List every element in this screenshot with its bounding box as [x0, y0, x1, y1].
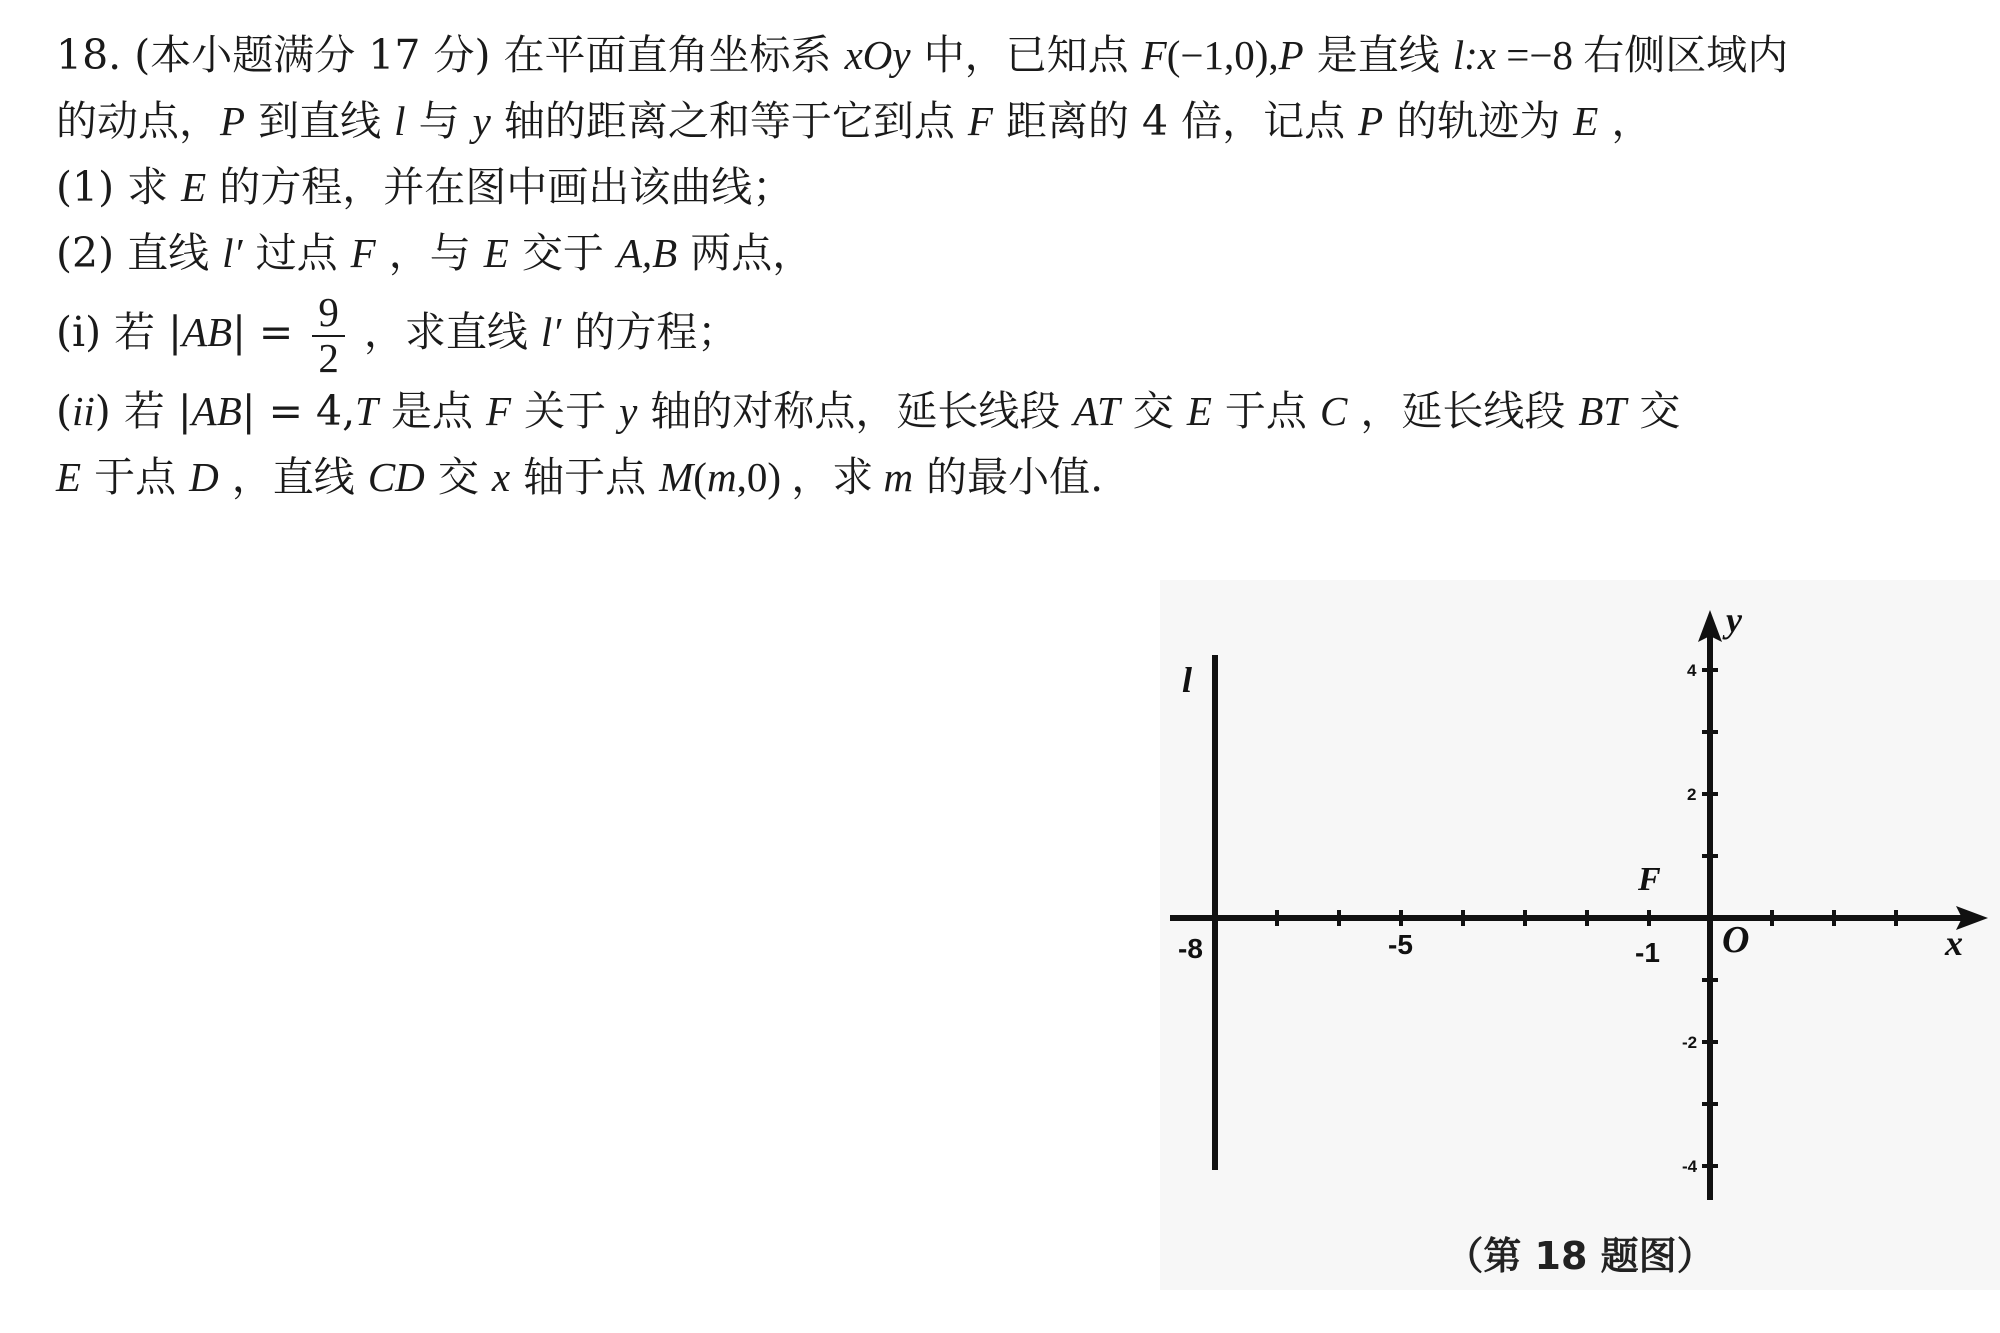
x-tick-label-neg1: -1 [1635, 937, 1660, 968]
text-fragment: ( [56, 387, 72, 435]
text-fragment: 交 [1626, 387, 1681, 435]
problem-line-2 [56, 88, 1956, 154]
math-AT: AT [1073, 388, 1120, 434]
math-l-prime: l′ [222, 230, 243, 276]
text-fragment: 的方程，并在图中画出该曲线； [206, 163, 794, 211]
fraction-numerator: 9 [312, 291, 345, 336]
math-m: m [706, 454, 737, 500]
label-x: x [1945, 923, 1963, 963]
text-fragment: 中，已知点 [910, 31, 1142, 79]
math-CD: CD [367, 454, 425, 500]
y-tick-label-2: 2 [1687, 785, 1697, 804]
math-y: y [472, 98, 491, 144]
math-F: F [1141, 32, 1167, 78]
math-F: F [967, 98, 993, 144]
text-fragment: 两点， [677, 229, 814, 277]
math-ii: ii [72, 388, 95, 434]
fraction-nine-halves [312, 291, 345, 379]
math-y: y [619, 388, 638, 434]
problem-line-5 [56, 286, 1956, 381]
text-fragment: 关于 [511, 387, 620, 435]
y-tick-label-neg2: -2 [1682, 1033, 1698, 1052]
text-fragment: 是点 [377, 387, 487, 435]
text-fragment: 于点 [81, 453, 190, 501]
text-fragment: 距离的 4 倍，记点 [992, 97, 1359, 145]
text-fragment: ，延长线段 [1347, 387, 1579, 435]
problem-number: 18. [56, 31, 122, 79]
y-tick-label-neg4: -4 [1682, 1157, 1698, 1176]
text-fragment: 交 [1119, 387, 1187, 435]
text-fragment: ，求直线 [350, 308, 541, 356]
coordinate-plane [1160, 580, 2000, 1220]
text-fragment: 的最小值. [913, 453, 1104, 501]
label-origin: O [1722, 919, 1750, 961]
text-fragment: 的轨迹为 [1383, 97, 1574, 145]
text-fragment: 与 [405, 97, 473, 145]
math-E: E [56, 454, 82, 500]
text-fragment: ，与 [375, 229, 484, 277]
fraction-denominator: 2 [318, 334, 339, 381]
text-fragment: 的方程； [561, 308, 739, 356]
math-F: F [486, 388, 512, 434]
text-fragment: ， [1598, 97, 1653, 145]
text-fragment: 交于 [508, 229, 617, 277]
math-F: F [350, 230, 376, 276]
math-P: P [1358, 98, 1384, 144]
text-fragment: =−8 右侧区域内 [1496, 32, 1789, 78]
problem-line-7 [56, 444, 1956, 510]
math-E: E [483, 230, 509, 276]
problem-line-6 [56, 378, 1956, 444]
problem-line-1 [56, 22, 1956, 88]
math-BT: BT [1578, 388, 1627, 434]
text-fragment: (1) 求 [56, 163, 182, 211]
text-fragment: 过点 [242, 229, 351, 277]
math-P: P [220, 98, 246, 144]
math-line-l: l:x [1452, 32, 1497, 78]
y-tick-label-4: 4 [1687, 661, 1697, 680]
text-fragment: 轴于点 [510, 453, 660, 501]
math-T: T [355, 388, 378, 434]
math-xoy: xOy [844, 32, 911, 78]
x-tick-label-neg8: -8 [1178, 933, 1203, 964]
math-x: x [491, 454, 511, 500]
label-F: F [1638, 861, 1661, 898]
problem-line-4 [56, 220, 1956, 286]
figure-caption: （第 18 题图） [1445, 1234, 1715, 1278]
text-fragment: | = [232, 308, 307, 356]
text-fragment: ( [693, 454, 707, 500]
math-P: P [1278, 32, 1304, 78]
label-y: y [1726, 600, 1742, 640]
text-fragment: 轴的对称点，延长线段 [637, 387, 1074, 435]
text-fragment: ,0) ，求 [736, 454, 884, 500]
math-E: E [181, 164, 207, 210]
text-fragment: (2) 直线 [56, 229, 223, 277]
math-AB: AB [191, 388, 242, 434]
math-l: l [394, 98, 406, 144]
math-D: D [189, 454, 219, 500]
text-fragment: (i) 若 | [56, 308, 182, 356]
text-fragment: 的动点， [56, 97, 220, 145]
text-fragment: 轴的距离之和等于它到点 [490, 97, 968, 145]
math-A-B: A,B [616, 230, 678, 276]
text-fragment: 是直线 [1303, 31, 1453, 79]
math-AB: AB [181, 309, 233, 355]
text-fragment: | = 4, [241, 387, 356, 435]
text-fragment: ) 若 | [94, 387, 192, 435]
math-E: E [1573, 98, 1599, 144]
math-E: E [1186, 388, 1212, 434]
label-l: l [1182, 660, 1193, 700]
text-fragment: 于点 [1211, 387, 1320, 435]
math-M: M [659, 454, 694, 500]
x-tick-label-neg5: -5 [1388, 929, 1413, 960]
text-fragment: 交 [424, 453, 492, 501]
coordinate-figure [1160, 580, 2000, 1290]
math-l-prime: l′ [540, 309, 562, 355]
problem-line-3 [56, 154, 1956, 220]
math-m: m [883, 454, 914, 500]
text-fragment: 到直线 [245, 97, 395, 145]
math-C: C [1319, 388, 1348, 434]
text-fragment: ，直线 [218, 453, 368, 501]
text-fragment: (本小题满分 17 分) 在平面直角坐标系 [134, 31, 845, 79]
problem-text [56, 22, 1956, 510]
math-F-coordinates: (−1,0), [1166, 32, 1279, 78]
